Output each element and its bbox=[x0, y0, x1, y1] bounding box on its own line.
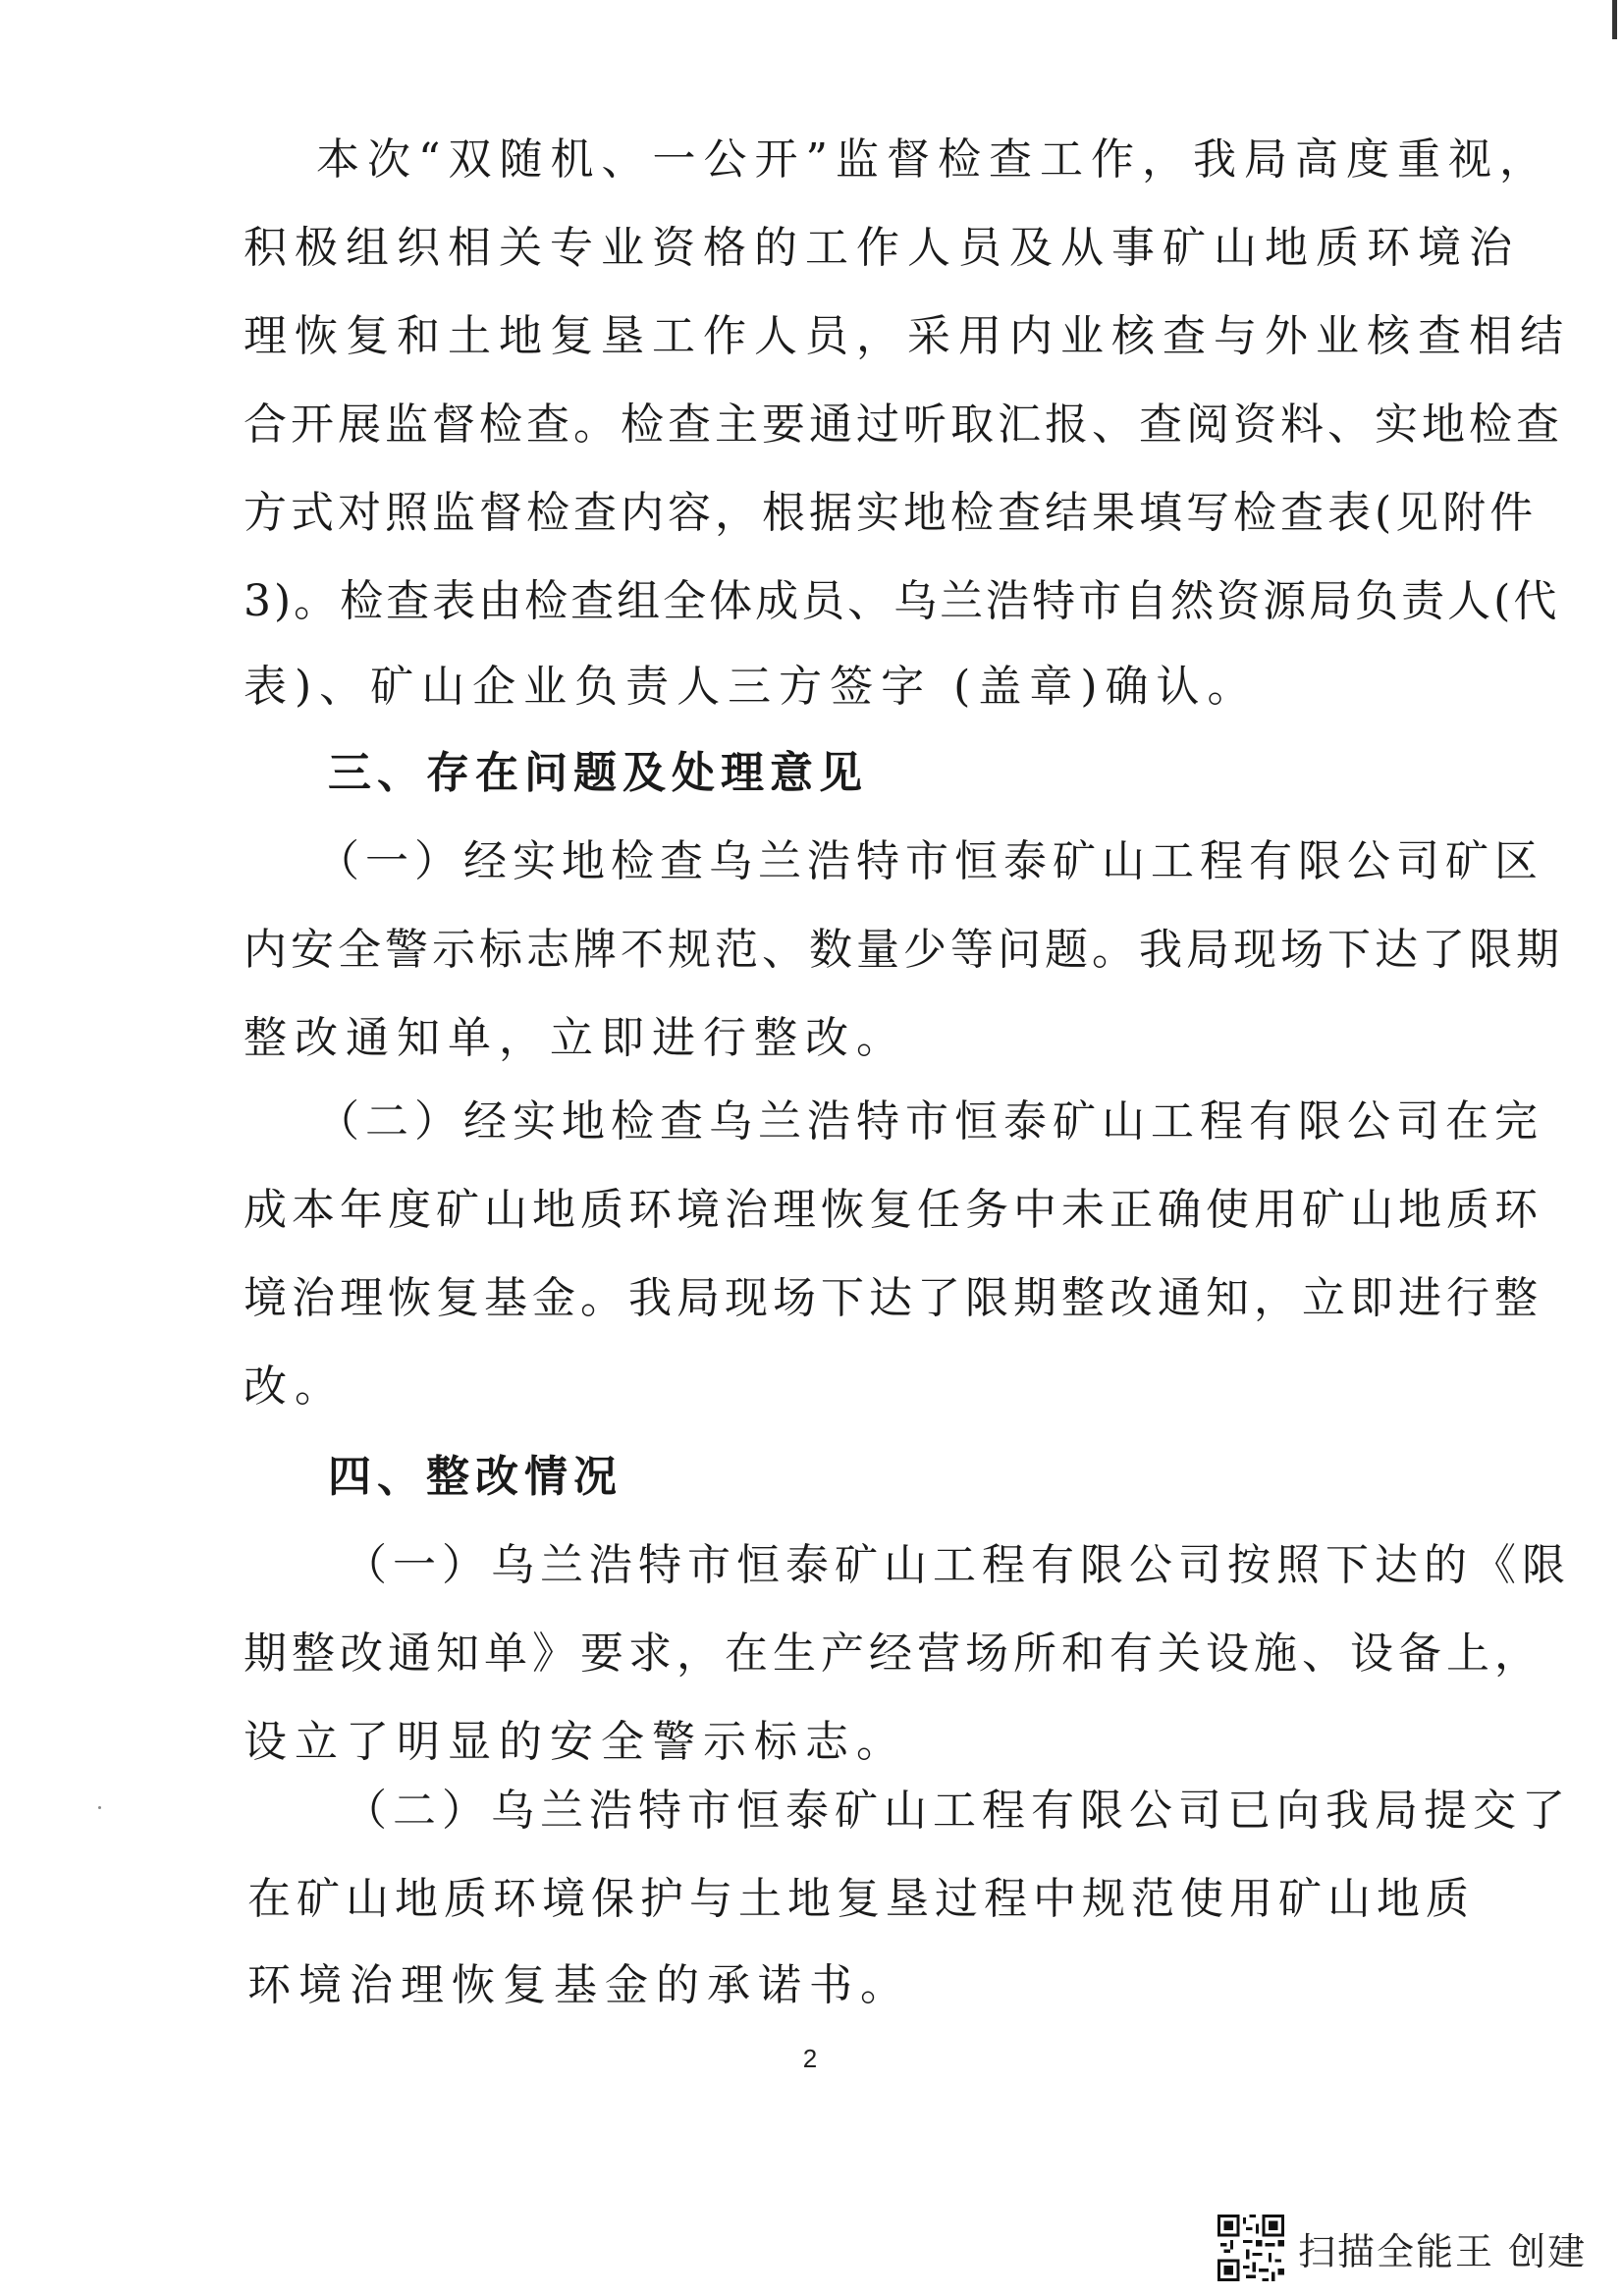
paragraph-line: （一）经实地检查乌兰浩特市恒泰矿山工程有限公司矿区 bbox=[316, 836, 1543, 886]
scan-speck bbox=[98, 1806, 101, 1809]
paragraph-line: 环境治理恢复基金的承诺书。 bbox=[247, 1960, 911, 2010]
scanner-watermark bbox=[1217, 2214, 1587, 2282]
paragraph-line: 改。 bbox=[243, 1362, 346, 1412]
paragraph-line: 方式对照监督检查内容，根据实地检查结果填写检查表(见附件 bbox=[243, 488, 1538, 538]
paragraph-line: （一）乌兰浩特市恒泰矿山工程有限公司按照下达的《限 bbox=[344, 1540, 1571, 1590]
paragraph-line: （二）乌兰浩特市恒泰矿山工程有限公司已向我局提交了 bbox=[344, 1786, 1571, 1836]
paragraph-line: 成本年度矿山地质环境治理恢复任务中未正确使用矿山地质环 bbox=[243, 1185, 1542, 1235]
paragraph-line: 内安全警示标志牌不规范、数量少等问题。我局现场下达了限期 bbox=[243, 925, 1563, 975]
paragraph-line: 在矿山地质环境保护与土地复垦过程中规范使用矿山地质 bbox=[247, 1874, 1475, 1924]
paragraph-line: 理恢复和土地复垦工作人员，采用内业核查与外业核查相结 bbox=[243, 311, 1571, 361]
paragraph-line: 积极组织相关专业资格的工作人员及从事矿山地质环境治 bbox=[243, 223, 1520, 273]
paragraph-line: 表)、矿山企业负责人三方签字 (盖章)确认。 bbox=[243, 662, 1259, 712]
paragraph-line: 期整改通知单》要求，在生产经营场所和有关设施、设备上， bbox=[243, 1629, 1542, 1679]
page-number: 2 bbox=[802, 2044, 818, 2073]
scan-edge-mark bbox=[1612, 0, 1617, 39]
paragraph-line: 整改通知单，立即进行整改。 bbox=[243, 1013, 907, 1063]
qr-code-icon bbox=[1217, 2215, 1284, 2281]
paragraph-line: 合开展监督检查。检查主要通过听取汇报、查阅资料、实地检查 bbox=[243, 400, 1563, 450]
section-heading: 三、存在问题及处理意见 bbox=[328, 748, 868, 798]
paragraph-line: 本次“双随机、一公开”监督检查工作，我局高度重视， bbox=[316, 134, 1550, 185]
section-heading: 四、整改情况 bbox=[328, 1452, 622, 1502]
paragraph-line: 设立了明显的安全警示标志。 bbox=[243, 1717, 907, 1767]
scanner-label: 扫描全能王 创建 bbox=[1298, 2229, 1588, 2273]
paragraph-line: 境治理恢复基金。我局现场下达了限期整改通知，立即进行整 bbox=[243, 1273, 1542, 1323]
paragraph-line: （二）经实地检查乌兰浩特市恒泰矿山工程有限公司在完 bbox=[316, 1096, 1543, 1147]
paragraph-line: 3)。检查表由检查组全体成员、乌兰浩特市自然资源局负责人(代 bbox=[243, 576, 1560, 626]
